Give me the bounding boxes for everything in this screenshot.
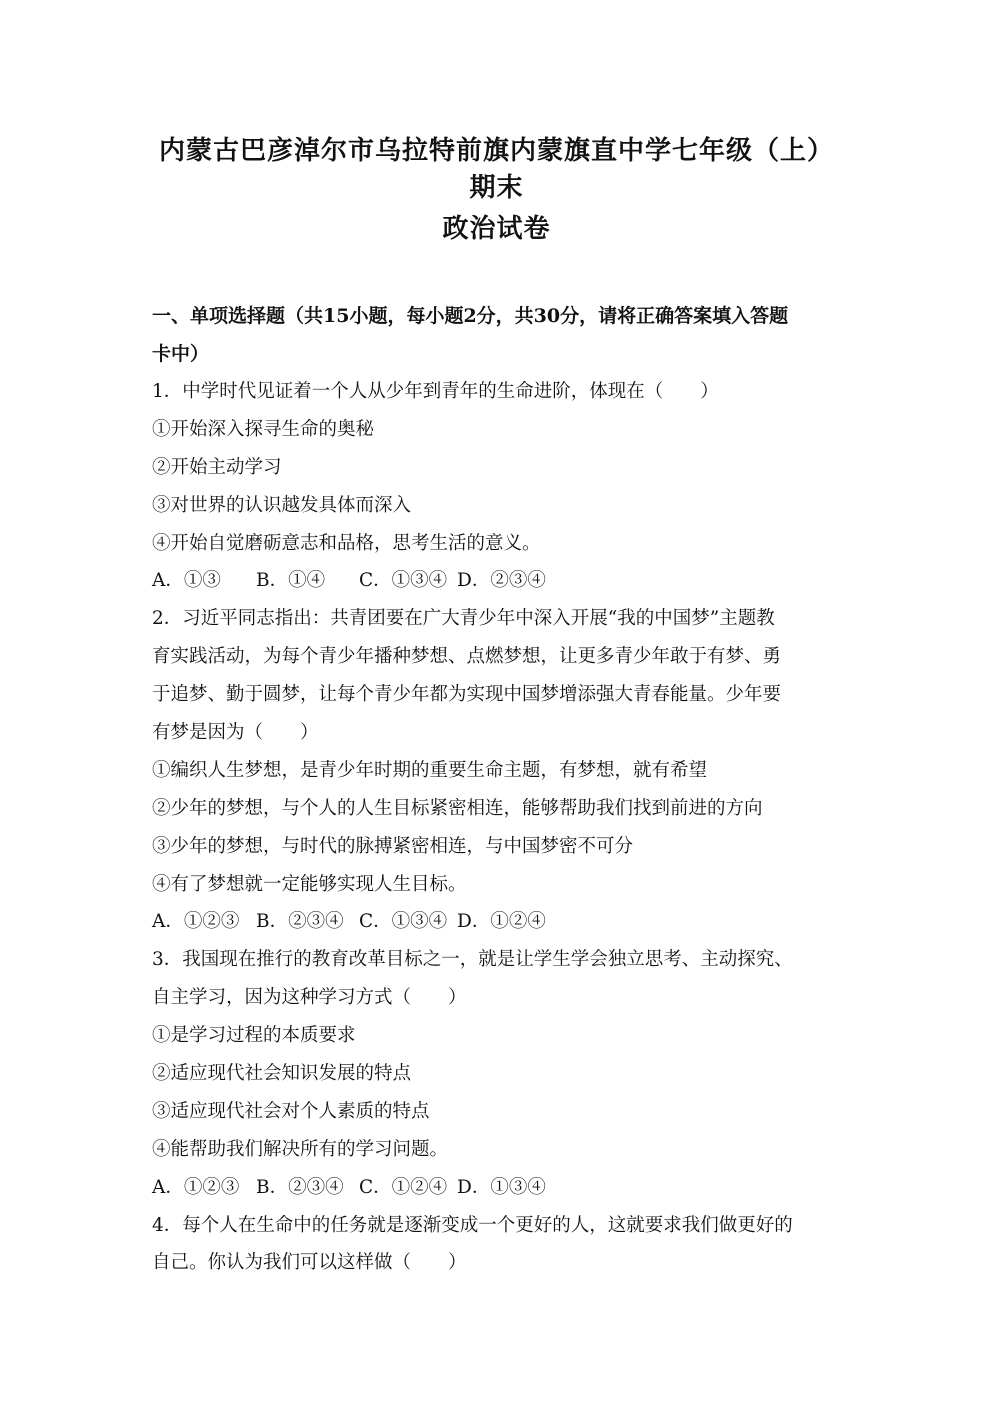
question-item: ①编织人生梦想，是青少年时期的重要生命主题，有梦想，就有希望 [152,759,708,781]
question-stem: 有梦是因为（ ） [152,722,319,744]
section-heading [152,297,852,373]
question-item: ④开始自觉磨砺意志和品格，思考生活的意义。 [152,532,541,554]
question-item: ③少年的梦想，与时代的脉搏紧密相连，与中国梦密不可分 [152,835,634,857]
option-c: C．①③④ [359,911,448,933]
section-heading-line1: 一、单项选择题（共15小题，每小题2分，共30分，请将正确答案填入答题 [152,305,789,327]
question-stem: 于追梦、勤于圆梦，让每个青少年都为实现中国梦增添强大青春能量。少年要 [152,684,782,706]
question-stem: 育实践活动，为每个青少年播种梦想、点燃梦想，让更多青少年敢于有梦、勇 [152,646,782,668]
option-a: A．①②③ [152,1176,240,1198]
question-2 [152,600,847,941]
question-item: ①开始深入探寻生命的奥秘 [152,418,375,440]
question-item: ③对世界的认识越发具体而深入 [152,494,412,516]
option-a: A．①③ [152,570,221,592]
exam-title-line1: 内蒙古巴彦淖尔市乌拉特前旗内蒙旗直中学七年级（上）期末 [158,136,834,203]
answer-options [152,1169,847,1207]
question-stem: 1．中学时代见证着一个人从少年到青年的生命进阶，体现在（ ） [152,381,719,402]
answer-options [152,903,847,941]
question-item: ③适应现代社会对个人素质的特点 [152,1100,430,1122]
question-stem: 2．习近平同志指出：共青团要在广大青少年中深入开展“我的中国梦”主题教 [152,608,775,630]
option-d: D．②③④ [457,570,546,592]
question-4 [152,1207,847,1283]
option-c: C．①③④ [359,570,448,592]
questions-body [152,373,847,1282]
question-stem: 4．每个人在生命中的任务就是逐渐变成一个更好的人，这就要求我们做更好的 [152,1214,793,1236]
question-3 [152,941,847,1206]
option-d: D．①②④ [457,911,546,933]
question-stem: 自己。你认为我们可以这样做（ ） [152,1252,467,1274]
option-d: D．①③④ [457,1176,546,1198]
option-b: B．①④ [256,570,326,592]
question-item: ④有了梦想就一定能够实现人生目标。 [152,873,467,895]
option-c: C．①②④ [359,1176,448,1198]
question-item: ④能帮助我们解决所有的学习问题。 [152,1138,449,1160]
answer-options [152,562,847,600]
question-item: ②适应现代社会知识发展的特点 [152,1063,412,1085]
section-heading-line2: 卡中） [152,343,210,365]
question-item: ①是学习过程的本质要求 [152,1025,356,1047]
question-1 [152,373,847,600]
question-stem: 3．我国现在推行的教育改革目标之一，就是让学生学会独立思考、主动探究、 [152,949,793,971]
question-item: ②少年的梦想，与个人的人生目标紧密相连，能够帮助我们找到前进的方向 [152,797,763,819]
question-stem: 自主学习，因为这种学习方式（ ） [152,987,467,1009]
exam-title-line2: 政治试卷 [442,214,551,244]
option-b: B．②③④ [256,911,344,933]
option-a: A．①②③ [152,911,240,933]
option-b: B．②③④ [256,1176,344,1198]
question-item: ②开始主动学习 [152,456,282,478]
